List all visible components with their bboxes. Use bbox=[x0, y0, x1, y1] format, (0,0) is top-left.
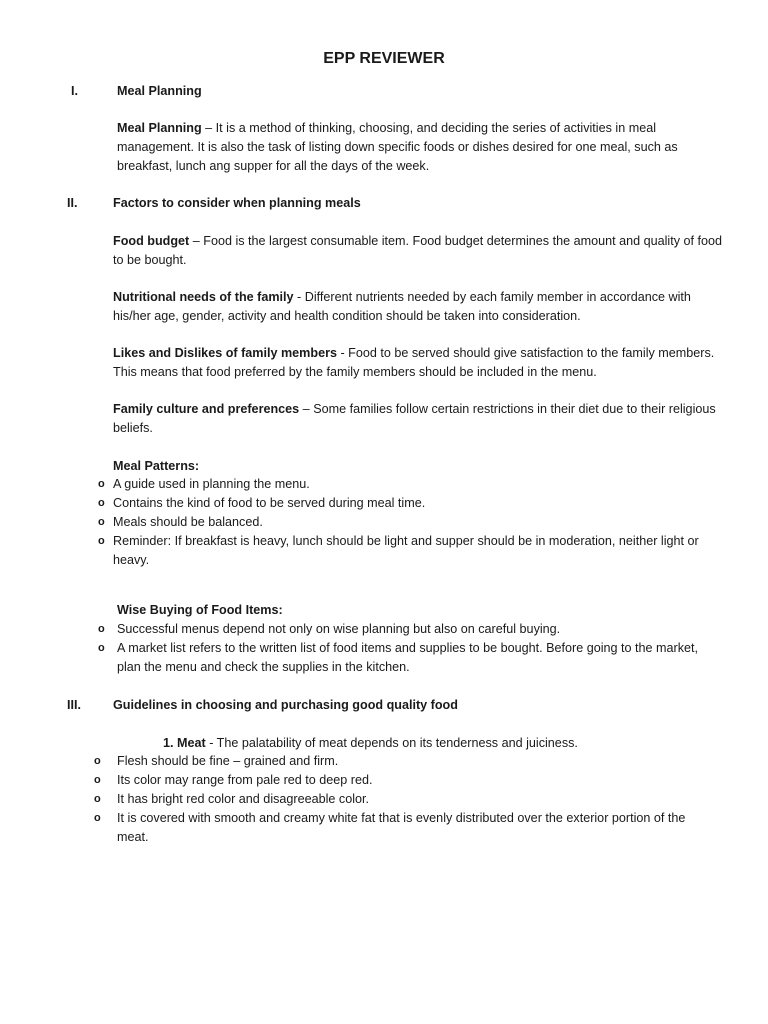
term: Food budget bbox=[113, 234, 190, 248]
list-item-text: It has bright red color and disagreeable color. bbox=[117, 792, 370, 806]
factor-paragraph bbox=[113, 400, 725, 438]
subheading-meal-patterns: Meal Patterns: bbox=[113, 459, 200, 473]
definition: – Some families follow certain restrictions in their diet due to their religious beliefs. bbox=[113, 402, 716, 435]
term: Meal Planning bbox=[117, 121, 202, 135]
bullet-marker: o bbox=[94, 774, 101, 786]
list-item bbox=[0, 494, 713, 513]
bullet-marker: o bbox=[98, 623, 105, 635]
section-number: II. bbox=[67, 196, 78, 210]
list-item bbox=[0, 809, 717, 847]
list-item-text: It is covered with smooth and creamy white fat that is evenly distributed over the exterior portion of the meat. bbox=[117, 811, 686, 844]
list-item-text: Meals should be balanced. bbox=[113, 515, 263, 529]
bullet-marker: o bbox=[98, 642, 105, 654]
list-item-text: Successful menus depend not only on wise planning but also on careful buying. bbox=[117, 622, 561, 636]
definition: - The palatability of meat depends on its tenderness and juiciness. bbox=[205, 736, 578, 750]
meal-planning-paragraph bbox=[117, 119, 717, 176]
list-item bbox=[0, 752, 717, 771]
bullet-marker: o bbox=[98, 478, 105, 490]
list-item bbox=[0, 513, 713, 532]
list-item bbox=[0, 620, 717, 639]
bullet-marker: o bbox=[98, 535, 105, 547]
meal-patterns-list bbox=[0, 475, 768, 570]
bullet-marker: o bbox=[98, 497, 105, 509]
list-item bbox=[0, 475, 713, 494]
list-item bbox=[0, 790, 717, 809]
term: Nutritional needs of the family bbox=[113, 290, 294, 304]
factor-paragraph bbox=[113, 288, 725, 326]
term: Family culture and preferences bbox=[113, 402, 300, 416]
list-item-text: Flesh should be fine – grained and firm. bbox=[117, 754, 339, 768]
section-heading: Guidelines in choosing and purchasing good quality food bbox=[113, 698, 458, 712]
definition: - Food to be served should give satisfaction to the family members. This means that food preferred by the family members should be included in the menu. bbox=[113, 346, 715, 379]
bullet-marker: o bbox=[98, 516, 105, 528]
term: Likes and Dislikes of family members bbox=[113, 346, 337, 360]
bullet-marker: o bbox=[94, 755, 101, 767]
factor-paragraph bbox=[113, 232, 725, 270]
meat-paragraph bbox=[163, 734, 723, 753]
definition: – Food is the largest consumable item. Food budget determines the amount and quality of food to be bought. bbox=[113, 234, 723, 267]
section-number: III. bbox=[67, 698, 81, 712]
meat-list bbox=[0, 752, 768, 847]
list-item-text: Its color may range from pale red to deep red. bbox=[117, 773, 373, 787]
definition: - Different nutrients needed by each family member in accordance with his/her age, gender, activity and health condition should be taken into consideration. bbox=[113, 290, 691, 323]
page-title: EPP REVIEWER bbox=[323, 50, 445, 67]
wise-buying-list bbox=[0, 620, 768, 677]
list-item bbox=[0, 639, 717, 677]
section-heading: Meal Planning bbox=[117, 84, 202, 98]
bullet-marker: o bbox=[94, 793, 101, 805]
list-item-text: Reminder: If breakfast is heavy, lunch should be light and supper should be in moderation, neither light or heavy. bbox=[113, 534, 699, 567]
definition: – It is a method of thinking, choosing, and deciding the series of activities in meal management. It is also the task of listing down specific foods or dishes desired for one meal, such as breakfast, lunch ang supper for all the days of the week. bbox=[117, 121, 678, 173]
factor-paragraph bbox=[113, 344, 725, 382]
list-item bbox=[0, 771, 717, 790]
subheading-wise-buying: Wise Buying of Food Items: bbox=[117, 603, 283, 617]
list-item-text: A guide used in planning the menu. bbox=[113, 477, 310, 491]
section-heading: Factors to consider when planning meals bbox=[113, 196, 361, 210]
term: 1. Meat bbox=[163, 736, 206, 750]
section-number: I. bbox=[71, 84, 78, 98]
list-item-text: Contains the kind of food to be served during meal time. bbox=[113, 496, 426, 510]
bullet-marker: o bbox=[94, 812, 101, 824]
list-item-text: A market list refers to the written list of food items and supplies to be bought. Before going to the market, plan the menu and check the supplies in the kitchen. bbox=[117, 641, 699, 674]
list-item bbox=[0, 532, 713, 570]
